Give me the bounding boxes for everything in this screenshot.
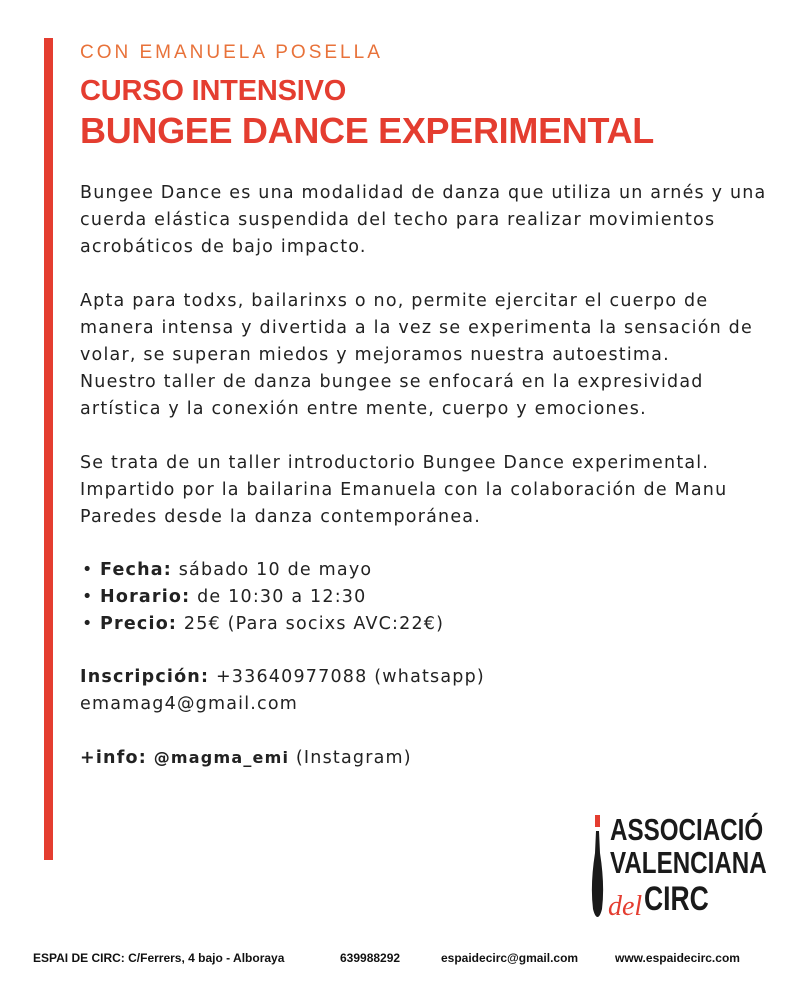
logo-text-line3: CIRC: [644, 880, 709, 918]
footer-phone[interactable]: 639988292: [340, 951, 401, 965]
course-details-list: [80, 557, 770, 638]
description-paragraph-2a: Apta para todxs, bailarinxs o no, permite ejercitar el cuerpo de manera intensa y divertida a la vez se experimenta la sensación de volar, se superan miedos y mejoramos nuestra autoestima.: [80, 291, 753, 365]
logo-text-line1: ASSOCIACIÓ: [610, 812, 764, 847]
footer-website[interactable]: www.espaidecirc.com: [615, 951, 740, 965]
instagram-suffix: (Instagram): [295, 748, 412, 768]
detail-precio: [80, 611, 770, 638]
instructor-subtitle: CON EMANUELA POSELLA: [80, 42, 383, 63]
more-info-line: [80, 744, 770, 772]
fecha-label: Fecha:: [100, 560, 172, 580]
flyer-content: [80, 40, 770, 772]
course-type-title: CURSO INTENSIVO: [80, 75, 347, 107]
juggling-club-icon: [588, 813, 610, 921]
info-label: +info:: [80, 748, 147, 768]
inscripcion-label: Inscripción:: [80, 667, 210, 687]
description-paragraph-3: Se trata de un taller introductorio Bungee Dance experimental. Impartido por la bailarina Emanuela con la colaboración de Manu Paredes desde la danza contemporánea.: [80, 453, 728, 527]
logo-text-line2: VALENCIANA: [610, 845, 767, 880]
associacio-valenciana-circ-logo: [588, 812, 767, 922]
detail-fecha: [80, 557, 770, 584]
horario-value: de 10:30 a 12:30: [197, 587, 367, 607]
instagram-handle[interactable]: @magma_emi: [153, 748, 290, 767]
red-accent-bar: [44, 38, 53, 860]
precio-value: 25€ (Para socixs AVC:22€): [183, 614, 445, 634]
precio-label: Precio:: [100, 614, 178, 634]
registration-email[interactable]: emamag4@gmail.com: [80, 694, 298, 714]
description-paragraph-2b: Nuestro taller de danza bungee se enfocará en la expresividad artística y la conexión entre mente, cuerpo y emociones.: [80, 372, 704, 419]
footer-email[interactable]: espaidecirc@gmail.com: [441, 951, 579, 965]
fecha-value: sábado 10 de mayo: [178, 560, 373, 580]
course-name-title: BUNGEE DANCE EXPERIMENTAL: [80, 110, 654, 151]
registration-phone[interactable]: +33640977088 (whatsapp): [215, 667, 485, 687]
registration-block: [80, 664, 770, 718]
detail-horario: [80, 584, 770, 611]
logo-text-del: del: [608, 891, 643, 922]
description-paragraph-1: Bungee Dance es una modalidad de danza que utiliza un arnés y una cuerda elástica suspendida del techo para realizar movimientos acrobáticos de bajo impacto.: [80, 183, 767, 257]
footer-address: ESPAI DE CIRC: C/Ferrers, 4 bajo - Alboraya: [33, 951, 285, 965]
horario-label: Horario:: [100, 587, 191, 607]
